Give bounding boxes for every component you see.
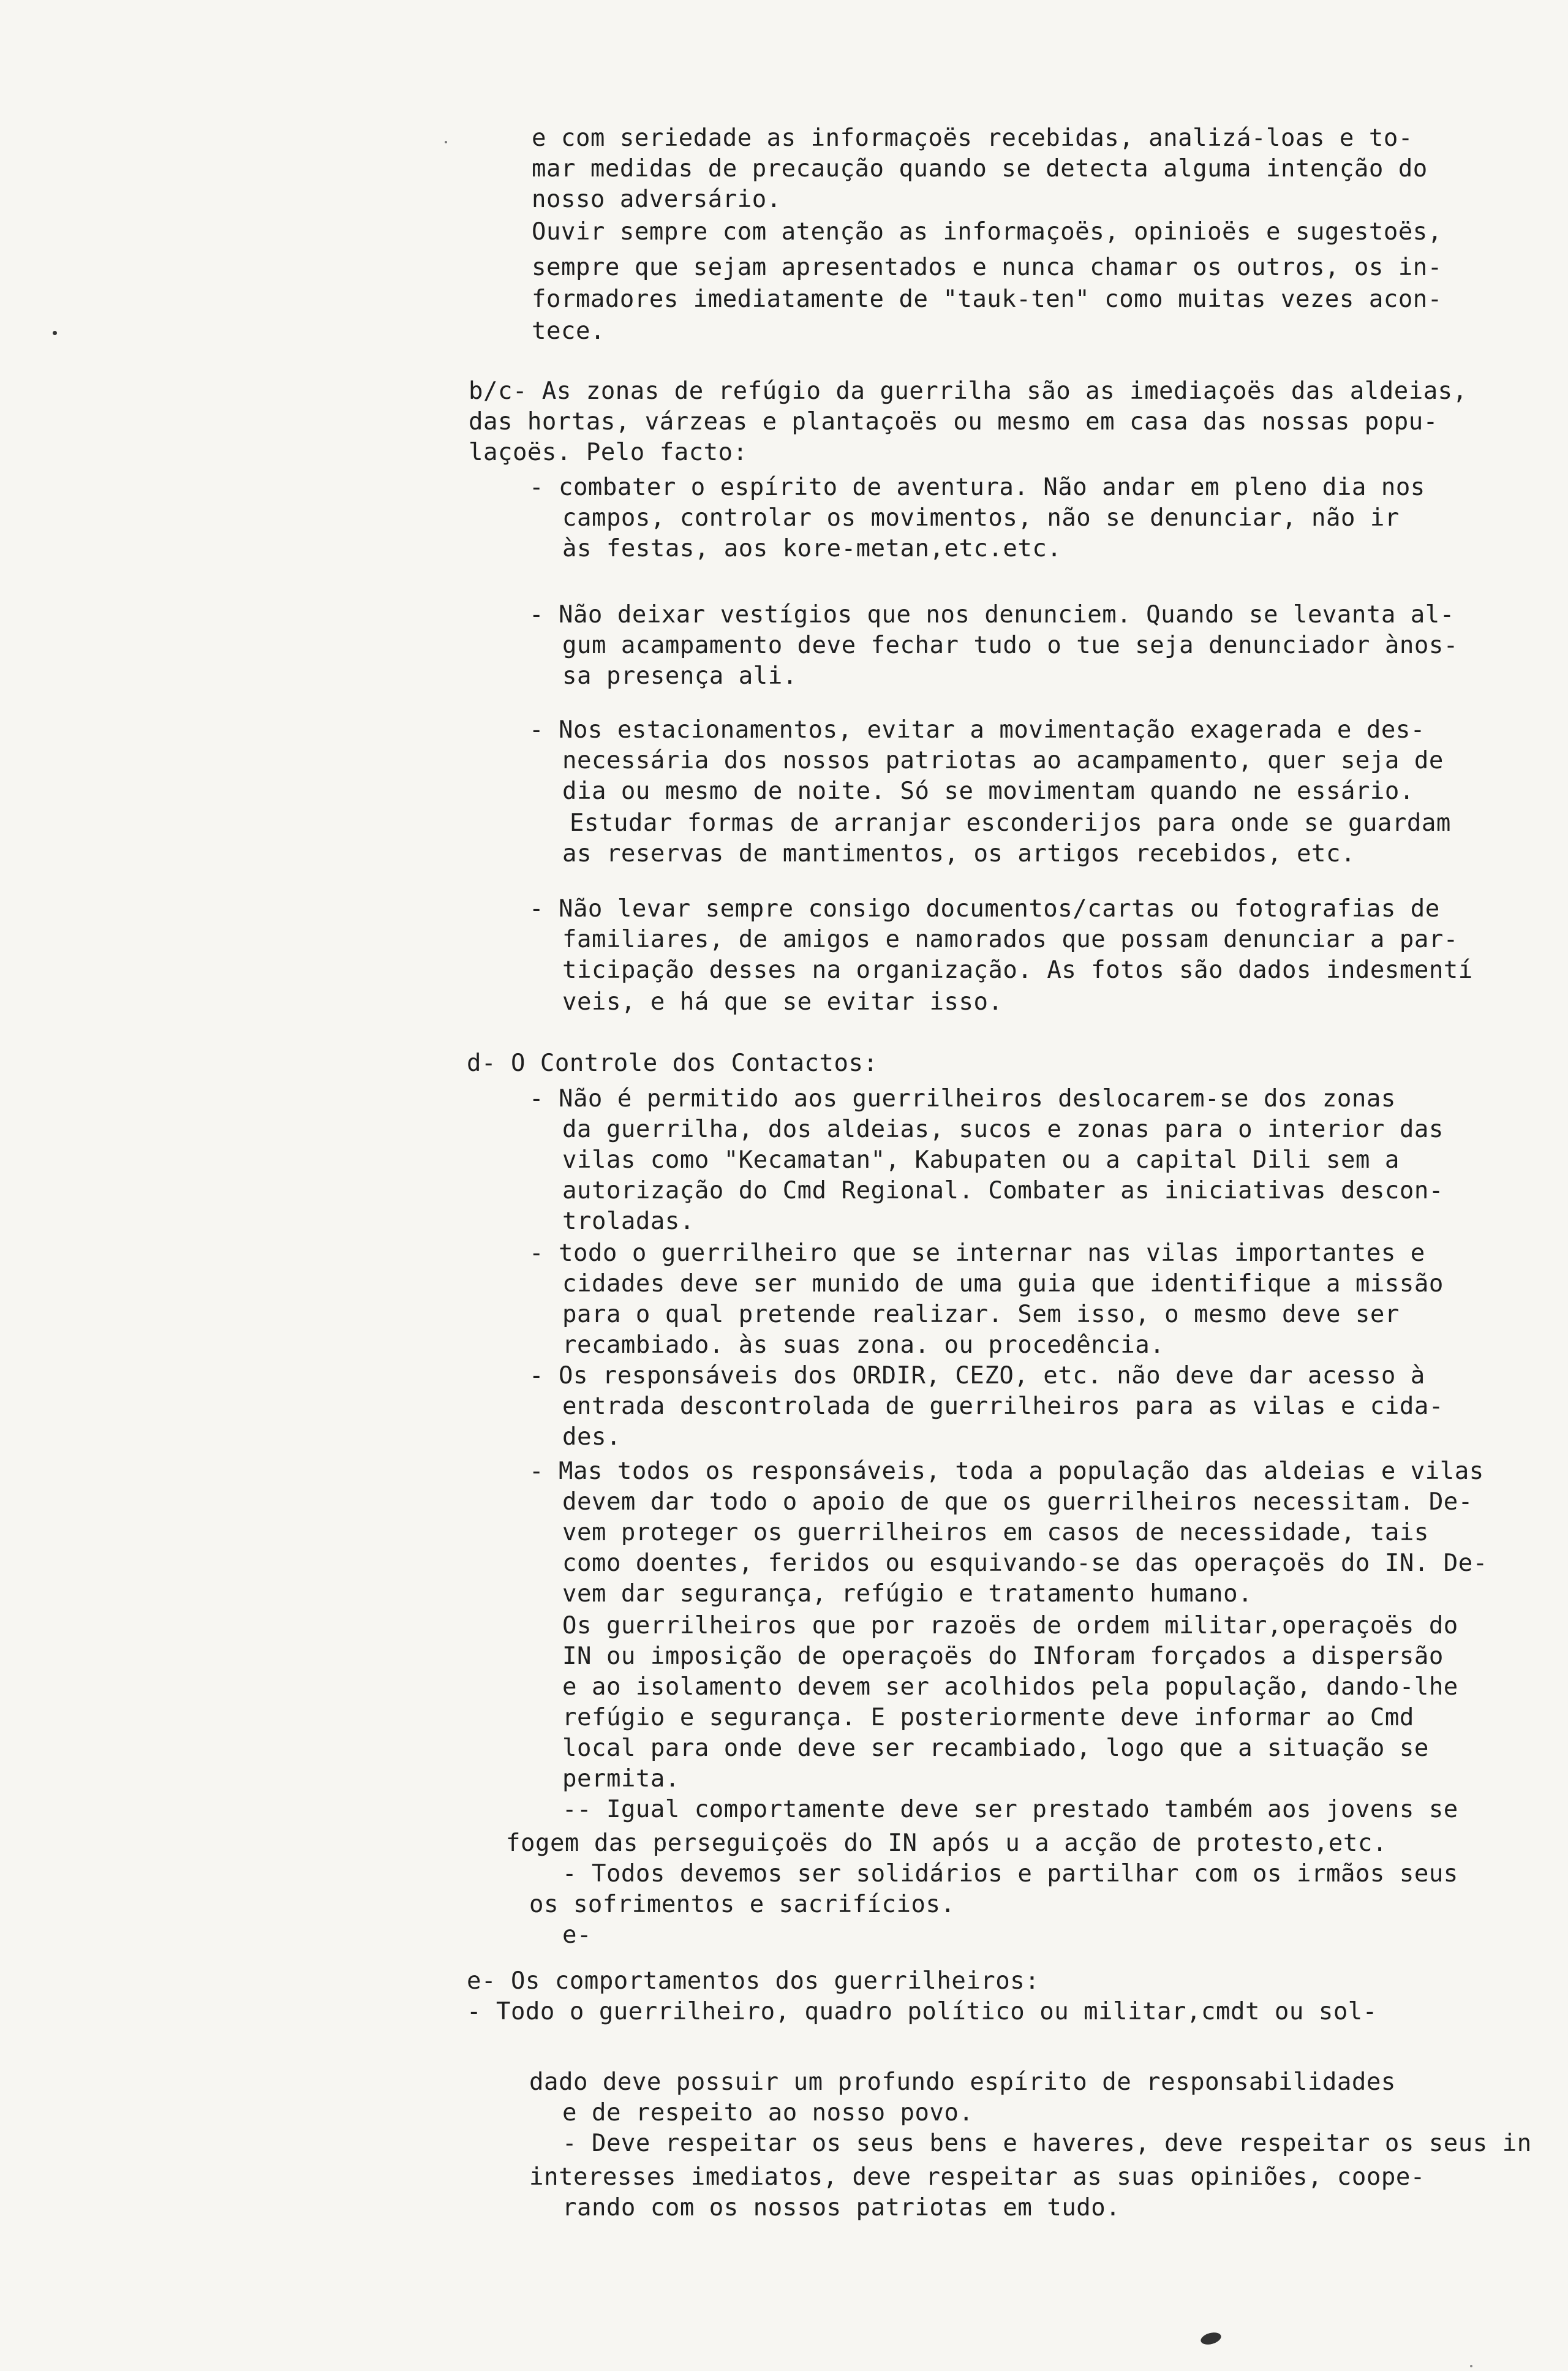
text-line: b/c- As zonas de refúgio da guerrilha são as imediaçoës das aldeias,	[469, 377, 1468, 405]
text-line: vilas como "Kecamatan", Kabupaten ou a capital Dili sem a	[562, 1146, 1400, 1174]
text-line: campos, controlar os movimentos, não se denunciar, não ir	[562, 504, 1400, 532]
text-line: e de respeito ao nosso povo.	[562, 2099, 974, 2127]
text-line: permita.	[562, 1765, 680, 1793]
text-line: familiares, de amigos e namorados que possam denunciar a par-	[562, 926, 1458, 953]
text-line: Ouvir sempre com atenção as informaçoës, opinioës e sugestoës,	[532, 218, 1442, 246]
text-line: vem proteger os guerrilheiros em casos de necessidade, tais	[562, 1519, 1429, 1546]
text-line: laçoës. Pelo facto:	[469, 439, 748, 466]
text-line: - Todos devemos ser solidários e partilhar com os irmãos seus	[562, 1860, 1458, 1888]
text-line: gum acampamento deve fechar tudo o tue seja denunciador ànos-	[562, 632, 1458, 659]
section-heading: d- O Controle dos Contactos:	[467, 1049, 878, 1077]
scan-speck	[445, 141, 447, 143]
text-line: troladas.	[562, 1208, 695, 1235]
text-line: nosso adversário.	[532, 186, 782, 213]
text-line: devem dar todo o apoio de que os guerrilheiros necessitam. De-	[562, 1488, 1473, 1516]
text-line: dado deve possuir um profundo espírito de responsabilidades	[529, 2068, 1396, 2096]
text-line: - Nos estacionamentos, evitar a movimentação exagerada e des-	[529, 716, 1425, 744]
text-line: Estudar formas de arranjar esconderijos para onde se guardam	[570, 809, 1451, 837]
text-line: cidades deve ser munido de uma guia que identifique a missão	[562, 1270, 1444, 1298]
text-line: dia ou mesmo de noite. Só se movimentam quando ne essário.	[562, 777, 1414, 805]
text-line: e- Os comportamentos dos guerrilheiros:	[467, 1967, 1040, 1995]
text-line: às festas, aos kore-metan,etc.etc.	[562, 535, 1062, 562]
text-line: sa presença ali.	[562, 662, 797, 690]
text-line: refúgio e segurança. E posteriormente deve informar ao Cmd	[562, 1704, 1414, 1731]
text-line: - Mas todos os responsáveis, toda a população das aldeias e vilas	[529, 1458, 1484, 1485]
text-line: das hortas, várzeas e plantaçoës ou mesmo em casa das nossas popu-	[469, 408, 1438, 436]
text-line: e com seriedade as informaçoës recebidas, analizá-loas e to-	[532, 124, 1413, 152]
text-line: mar medidas de precaução quando se detecta alguma intenção do	[532, 155, 1428, 183]
text-line: da guerrilha, dos aldeias, sucos e zonas para o interior das	[562, 1116, 1444, 1143]
text-line: - Não levar sempre consigo documentos/cartas ou fotografias de	[529, 895, 1440, 923]
text-line: as reservas de mantimentos, os artigos recebidos, etc.	[562, 840, 1355, 868]
text-line: - Os responsáveis dos ORDIR, CEZO, etc. não deve dar acesso à	[529, 1362, 1425, 1390]
text-line: veis, e há que se evitar isso.	[562, 988, 1003, 1016]
text-line: recambiado. às suas zona. ou procedência.	[562, 1331, 1165, 1359]
text-line: - Não é permitido aos guerrilheiros deslocarem-se dos zonas	[529, 1085, 1396, 1113]
text-line: para o qual pretende realizar. Sem isso, o mesmo deve ser	[562, 1301, 1400, 1328]
text-line: os sofrimentos e sacrifícios.	[529, 1891, 956, 1918]
text-line: IN ou imposição de operaçoës do INforam forçados a dispersão	[562, 1643, 1444, 1670]
text-line: formadores imediatamente de "tauk-ten" como muitas vezes acon-	[532, 286, 1442, 313]
text-line: local para onde deve ser recambiado, logo que a situação se	[562, 1734, 1429, 1762]
scan-speck	[53, 331, 57, 335]
text-line: - combater o espírito de aventura. Não andar em pleno dia nos	[529, 474, 1425, 501]
text-line: - todo o guerrilheiro que se internar nas vilas importantes e	[529, 1239, 1425, 1267]
scan-speck	[1470, 2365, 1472, 2367]
ink-blot	[1199, 2331, 1223, 2346]
text-line: Os guerrilheiros que por razoës de ordem militar,operaçoës do	[562, 1612, 1458, 1639]
text-line: interesses imediatos, deve respeitar as suas opiniões, coope-	[529, 2163, 1425, 2191]
section-heading: - Todo o guerrilheiro, quadro político ou militar,cmdt ou sol-	[467, 1998, 1378, 2025]
text-line: -- Igual comportamente deve ser prestado também aos jovens se	[562, 1796, 1458, 1823]
text-line: entrada descontrolada de guerrilheiros para as vilas e cida-	[562, 1393, 1444, 1420]
text-line: - Não deixar vestígios que nos denunciem. Quando se levanta al-	[529, 601, 1455, 629]
text-line: tece.	[532, 317, 605, 345]
text-line: necessária dos nossos patriotas ao acampamento, quer seja de	[562, 747, 1444, 774]
text-line: e-	[562, 1921, 592, 1949]
text-line: des.	[562, 1423, 621, 1451]
text-line: como doentes, feridos ou esquivando-se das operaçoës do IN. De-	[562, 1549, 1488, 1577]
text-line: e ao isolamento devem ser acolhidos pela população, dando-lhe	[562, 1673, 1458, 1701]
text-line: vem dar segurança, refúgio e tratamento humano.	[562, 1580, 1253, 1608]
text-line: sempre que sejam apresentados e nunca chamar os outros, os in-	[532, 254, 1442, 281]
text-line: rando com os nossos patriotas em tudo.	[562, 2194, 1121, 2222]
text-line: - Deve respeitar os seus bens e haveres, deve respeitar os seus in	[562, 2130, 1532, 2157]
text-line: ticipação desses na organização. As fotos são dados indesmentí	[562, 956, 1473, 984]
text-line: autorização do Cmd Regional. Combater as iniciativas descon-	[562, 1177, 1444, 1204]
text-line: fogem das perseguiçoës do IN após u a acção de protesto,etc.	[506, 1829, 1387, 1857]
